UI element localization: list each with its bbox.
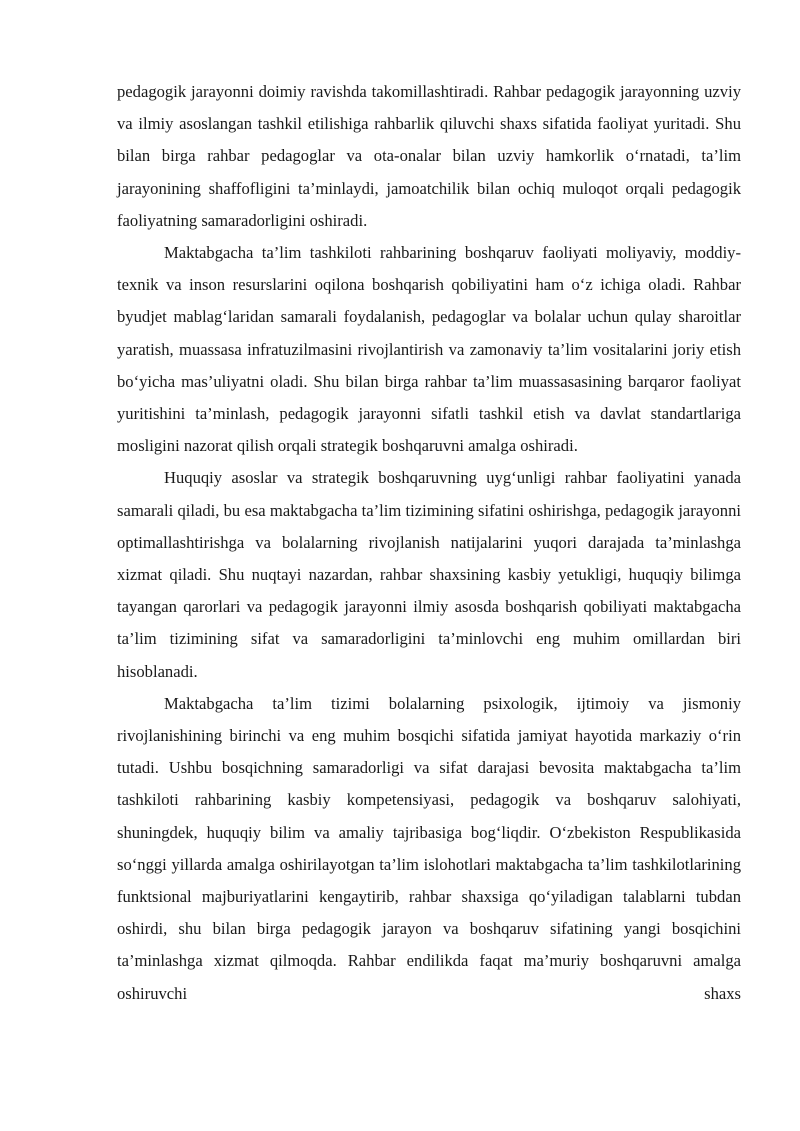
paragraph-continuation: pedagogik jarayonni doimiy ravishda takomillashtiradi. Rahbar pedagogik jarayonning uzviy va ilmiy asoslangan tashkil etilishiga rahbarlik qiluvchi shaxs sifatida faoliyat yuritadi. Shu bilan birga rahbar pedagoglar va ota-onalar bilan uzviy hamkorlik o‘rnatadi, ta’lim jarayonining shaffofligini ta’minlaydi, jamoatchilik bilan ochiq muloqot orqali pedagogik faoliyatning samaradorligini oshiradi.	[117, 82, 741, 230]
paragraph-preschool-system: Maktabgacha ta’lim tizimi bolalarning psixologik, ijtimoiy va jismoniy rivojlanishining birinchi va eng muhim bosqichi sifatida jamiyat hayotida markaziy o‘rin tutadi. Ushbu bosqichning samaradorligi va sifat darajasi bevosita maktabgacha ta’lim tashkiloti rahbarining kasbiy kompetensiyasi, pedagogik va boshqaruv salohiyati, shuningdek, huquqiy bilim va amaliy tajribasiga bog‘liqdir. O‘zbekiston Respublikasida so‘nggi yillarda amalga oshirilayotgan ta’lim islohotlari maktabgacha ta’lim tashkilotlarining funktsional majburiyatlarini kengaytirib, rahbar shaxsiga qo‘yiladigan talablarni tubdan oshirdi, shu bilan birga pedagogik jarayon va boshqaruv sifatining yangi bosqichini ta’minlashga xizmat qilmoqda. Rahbar endilikda faqat ma’muriy boshqaruvni amalga oshiruvchi shaxs	[117, 693, 741, 1003]
paragraph-legal-strategic: Huquqiy asoslar va strategik boshqaruvning uyg‘unligi rahbar faoliyatini yanada samarali qiladi, bu esa maktabgacha ta’lim tizimining sifatini oshirishga, pedagogik jarayonni optimallashtirishga va bolalarning rivojlanish natijalarini yuqori darajada ta’minlashga xizmat qiladi. Shu nuqtayi nazardan, rahbar shaxsining kasbiy yetukligi, huquqiy bilimga tayangan qarorlari va pedagogik jarayonni ilmiy asosda boshqarish qobiliyati maktabgacha ta’lim tizimining sifat va samaradorligini ta’minlovchi eng muhim omillardan biri hisoblanadi.	[117, 468, 741, 681]
paragraph-resource-management: Maktabgacha ta’lim tashkiloti rahbarining boshqaruv faoliyati moliyaviy, moddiy-texnik va inson resurslarini oqilona boshqarish qobiliyatini ham o‘z ichiga oladi. Rahbar byudjet mablag‘laridan samarali foydalanish, pedagoglar va bolalar uchun qulay sharoitlar yaratish, muassasa infratuzilmasini rivojlantirish va zamonaviy ta’lim vositalarini joriy etish bo‘yicha mas’uliyatni oladi. Shu bilan birga rahbar ta’lim muassasasining barqaror faoliyat yuritishini ta’minlash, pedagogik jarayonni sifatli tashkil etish va davlat standartlariga mosligini nazorat qilish orqali strategik boshqaruvni amalga oshiradi.	[117, 243, 741, 456]
document-body	[117, 76, 741, 1010]
